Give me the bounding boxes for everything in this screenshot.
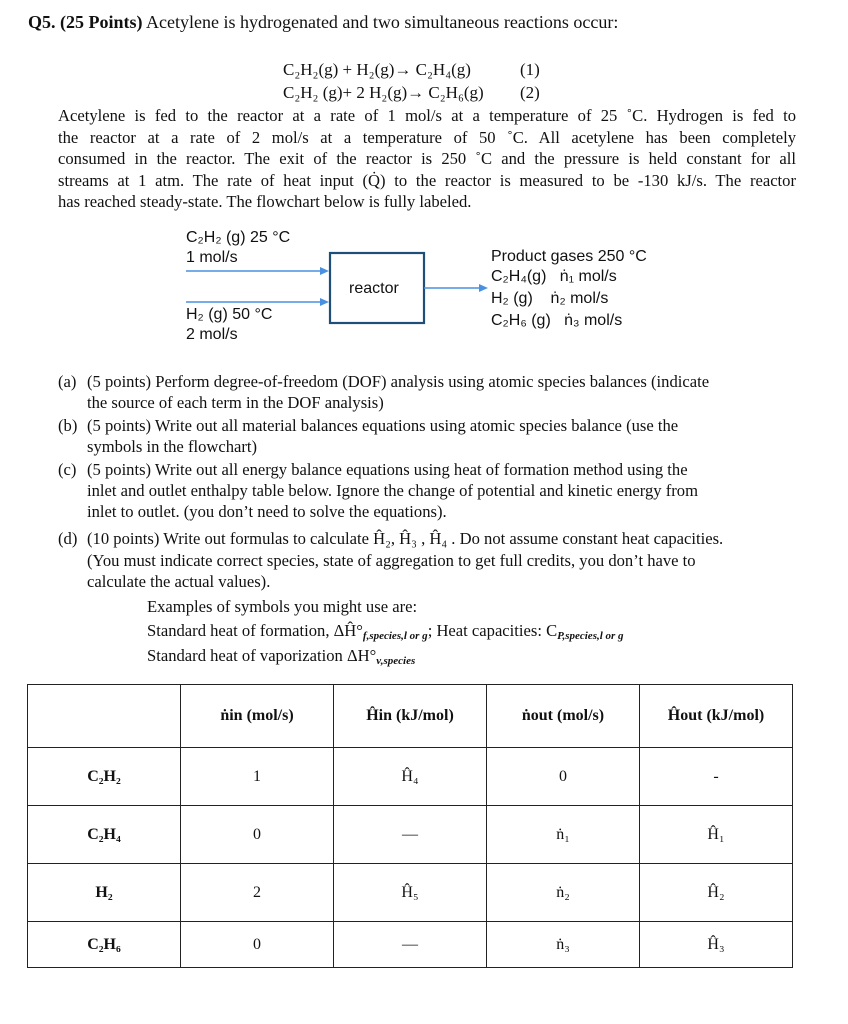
heat-capacity-subscript: P,species,l or g xyxy=(557,630,624,642)
reaction-2-equation: C₂H₂ (g)+ 2 H₂(g)→ C₂H₆(g) xyxy=(283,83,484,102)
part-a-line: (5 points) Perform degree-of-freedom (DOF) analysis using atomic species balances (indicate xyxy=(87,372,710,391)
table-cell: Ĥ₃ xyxy=(640,922,793,968)
part-d-line: calculate the actual values). xyxy=(87,572,271,591)
part-b-label: (b) xyxy=(58,416,78,435)
heat-vaporization-symbol: Standard heat of vaporization ΔH° xyxy=(147,646,377,665)
examples-intro: Examples of symbols you might use are: xyxy=(147,597,418,616)
table-cell: Ĥ₁ xyxy=(640,806,793,864)
table-cell: Ĥ₅ xyxy=(334,864,487,922)
paragraph-line: streams at 1 atm. The rate of heat input (Q̇) to the reactor is measured to be -130 kJ/s. The reactor xyxy=(58,170,796,190)
table-cell: ṅ₃ xyxy=(487,922,640,968)
question-number: Q5. (25 Points) xyxy=(28,12,143,32)
header-cell: Ĥin (kJ/mol) xyxy=(334,685,487,748)
examples-line-2 xyxy=(147,645,415,672)
table-row xyxy=(28,748,793,806)
paragraph-line: has reached steady-state. The flowchart below is fully labeled. xyxy=(58,192,472,211)
part-b-line: (5 points) Write out all material balances equations using atomic species balance (use the xyxy=(87,416,679,435)
product-arrow-icon xyxy=(479,284,488,292)
table-cell: ṅ₁ xyxy=(487,806,640,864)
species-cell: C₂H₄ xyxy=(28,806,181,864)
question-intro: Acetylene is hydrogenated and two simultaneous reactions occur: xyxy=(142,12,619,32)
table-header-row xyxy=(28,685,793,748)
feed2-label: H₂ (g) 50 °C xyxy=(186,306,273,323)
part-c-label: (c) xyxy=(58,460,77,479)
part-b-line: symbols in the flowchart) xyxy=(87,437,258,456)
table-cell: 0 xyxy=(181,806,334,864)
header-cell: ṅin (mol/s) xyxy=(181,685,334,748)
header-cell: Ĥout (kJ/mol) xyxy=(640,685,793,748)
paragraph-line: Acetylene is fed to the reactor at a rate of 1 mol/s at a temperature of 25 ˚C. Hydrogen is fed to xyxy=(58,106,796,125)
reaction-1-label: (1) xyxy=(520,60,540,79)
heat-vaporization-subscript: v,species xyxy=(376,655,416,667)
heat-formation-symbol: Standard heat of formation, ΔĤ° xyxy=(147,621,363,640)
species-cell: C₂H₆ xyxy=(28,922,181,968)
paragraph-line: the reactor at a rate of 2 mol/s at a temperature of 50 ˚C. All acetylene has been completely xyxy=(58,127,796,147)
table-cell: ṅ₂ xyxy=(487,864,640,922)
paragraph-line: consumed in the reactor. The exit of the reactor is 250 ˚C and the pressure is held constant for all xyxy=(58,149,796,168)
table-cell: 2 xyxy=(181,864,334,922)
heat-capacity-text: ; Heat capacities: C xyxy=(427,621,558,640)
header-cell xyxy=(28,685,181,748)
reaction-2-label: (2) xyxy=(520,83,540,102)
table-cell: 0 xyxy=(487,748,640,806)
heat-formation-subscript: f,species,l or g xyxy=(362,630,428,642)
part-c-line: inlet and outlet enthalpy table below. Ignore the change of potential and kinetic energy from xyxy=(87,481,698,500)
part-a-label: (a) xyxy=(58,372,77,391)
feed2-rate: 2 mol/s xyxy=(186,326,238,343)
product-line: H₂ (g) ṅ₂ mol/s xyxy=(491,290,609,307)
product-line: C₂H₆ (g) ṅ₃ mol/s xyxy=(491,312,623,329)
feed2-arrow-icon xyxy=(320,298,329,306)
species-cell: C₂H₂ xyxy=(28,748,181,806)
table-cell: Ĥ₂ xyxy=(640,864,793,922)
reactor-label: reactor xyxy=(349,280,399,297)
product-title: Product gases 250 °C xyxy=(491,248,647,265)
product-line: C₂H₄(g) ṅ₁ mol/s xyxy=(491,268,617,285)
feed1-label: C₂H₂ (g) 25 °C xyxy=(186,229,291,246)
table-cell: Ĥ₄ xyxy=(334,748,487,806)
table-row xyxy=(28,922,793,968)
table-cell: - xyxy=(640,748,793,806)
part-d-label: (d) xyxy=(58,529,78,548)
enthalpy-table xyxy=(27,684,793,968)
feed1-arrow-icon xyxy=(320,267,329,275)
header-cell: ṅout (mol/s) xyxy=(487,685,640,748)
part-d-line: (10 points) Write out formulas to calculate Ĥ₂, Ĥ₃ , Ĥ₄ . Do not assume constant heat capacities. xyxy=(87,529,724,548)
reaction-1-equation: C₂H₂(g) + H₂(g)→ C₂H₄(g) xyxy=(283,60,471,79)
table-cell: 0 xyxy=(181,922,334,968)
flowchart-arrows xyxy=(0,0,848,360)
table-row xyxy=(28,806,793,864)
table-cell: 1 xyxy=(181,748,334,806)
examples-line-1 xyxy=(147,620,624,647)
feed1-rate: 1 mol/s xyxy=(186,249,238,266)
species-cell: H₂ xyxy=(28,864,181,922)
part-c-line: (5 points) Write out all energy balance equations using heat of formation method using the xyxy=(87,460,688,479)
table-row xyxy=(28,864,793,922)
part-c-line: inlet to outlet. (you don’t need to solve the equations). xyxy=(87,502,447,521)
part-d-line: (You must indicate correct species, state of aggregation to get full credits, you don’t have to xyxy=(87,551,696,570)
part-a-line: the source of each term in the DOF analysis) xyxy=(87,393,384,412)
table-cell: — xyxy=(334,922,487,968)
table-cell: — xyxy=(334,806,487,864)
